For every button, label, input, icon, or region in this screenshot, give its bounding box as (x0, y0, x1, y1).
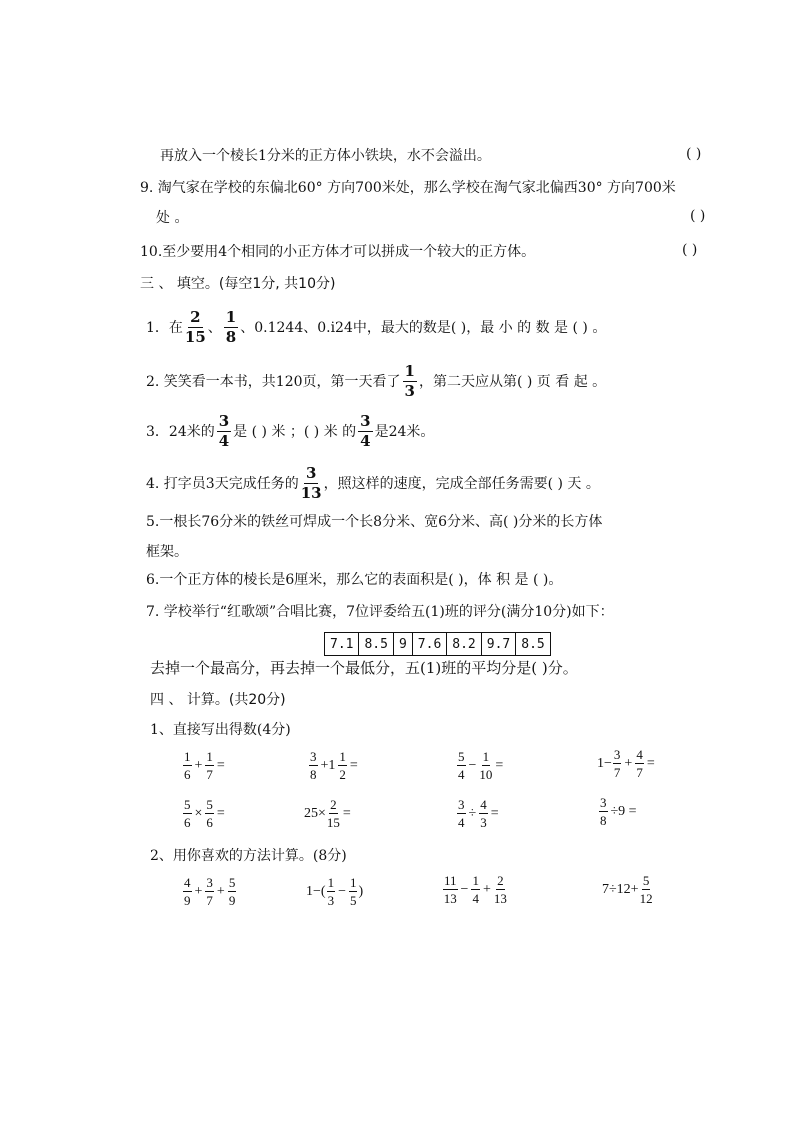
equals: = (495, 757, 504, 773)
fraction-1-8: $\frac{1}{8}$ (225, 308, 237, 346)
fraction: $\frac{1}{5}$ (349, 875, 357, 908)
section4-sub2: 2、用你喜欢的方法计算。(8分) (150, 848, 347, 864)
fill-q5-line2: 框架。 (146, 544, 188, 560)
fraction-3-4: $\frac{3}{4}$ (218, 412, 230, 450)
fraction: $\frac{1}{6}$ (184, 749, 191, 782)
section4-heading: 四 、 计算。(共20分) (150, 692, 286, 708)
equals: = (216, 757, 225, 773)
fill-q5-line1: 5.一根长76分米的铁丝可焊成一个长8分米、宽6分米、高( )分米的长方体 (146, 514, 603, 530)
q9-line2: 处 。 (156, 210, 189, 226)
fill-q1 (146, 310, 606, 345)
fill-q3 (146, 414, 434, 449)
equals: = (216, 805, 225, 821)
tail: ) (358, 883, 364, 899)
equals: = (646, 755, 655, 771)
section3-heading: 三 、 填空。(每空1分, 共10分) (140, 276, 336, 292)
fraction-2-15: $\frac{2}{15}$ (184, 308, 206, 346)
operator: − (460, 881, 469, 897)
fraction: $\frac{5}{9}$ (228, 875, 236, 908)
q1-sep: 、 (207, 319, 222, 336)
fraction: $\frac{3}{8}$ (310, 749, 317, 782)
q10: 10.至少要用4个相同的小正方体才可以拼成一个较大的正方体。 (140, 244, 536, 260)
q2-prefix: 2. 笑笑看一本书，共120页，第一天看了 (146, 373, 401, 390)
equals: = (349, 757, 358, 773)
lead: 25× (304, 805, 326, 821)
fraction: $\frac{5}{4}$ (458, 749, 465, 782)
fill-q4 (146, 466, 600, 501)
score-cell: 9 (393, 633, 412, 656)
q1-prefix: 1．在 (146, 319, 183, 336)
q9-line1: 9. 淘气家在学校的东偏北60° 方向700米处，那么学校在淘气家北偏西30° 方向700米 (140, 180, 676, 196)
operator: − (338, 883, 346, 899)
fill-q7-line1: 7. 学校举行“红歌颂”合唱比赛，7位评委给五(1)班的评分(满分10分)如下： (146, 604, 614, 620)
q2-rest: ，第二天应从第( ) 页 看 起 。 (418, 373, 607, 390)
score-cell: 8.5 (359, 633, 393, 656)
equals: = (342, 805, 351, 821)
fraction: $\frac{5}{6}$ (206, 797, 213, 830)
fraction-3-4-b: $\frac{3}{4}$ (360, 412, 371, 450)
score-cell: 7.1 (325, 633, 359, 656)
fraction: $\frac{1}{10}$ (479, 749, 493, 782)
q8-continuation: 再放入一个棱长1分米的正方体小铁块，水不会溢出。 (160, 148, 491, 164)
fraction: $\frac{3}{8}$ (600, 795, 607, 828)
fraction: $\frac{2}{13}$ (493, 873, 507, 906)
q3-rest: 是24米。 (374, 423, 435, 440)
operator: + (194, 883, 203, 899)
answer-paren-q10[interactable]: ( ) (682, 242, 698, 258)
score-table (324, 632, 551, 656)
score-cell: 8.2 (447, 633, 481, 656)
answer-paren-q8[interactable]: ( ) (686, 146, 702, 162)
fraction: $\frac{3}{4}$ (458, 797, 465, 830)
fill-q7-line2: 去掉一个最高分，再去掉一个最低分，五(1)班的平均分是( )分。 (150, 659, 578, 677)
calc-3-4 (602, 874, 654, 905)
calc-1-2 (308, 750, 360, 781)
q3-prefix: 3．24米的 (146, 423, 215, 440)
calc-1-3 (456, 750, 505, 781)
score-cell: 9.7 (481, 633, 515, 656)
fraction: $\frac{3}{7}$ (206, 875, 213, 908)
q3-mid: 是 ( ) 米 ；( ) 米 的 (233, 423, 357, 440)
fraction: $\frac{5}{6}$ (184, 797, 191, 830)
calc-3-3 (442, 874, 508, 905)
fill-q6: 6.一个正方体的棱长是6厘米，那么它的表面积是( )，体 积 是 ( )。 (146, 572, 563, 588)
lead: 7÷12+ (602, 881, 639, 897)
fraction-3-13: $\frac{3}{13}$ (300, 464, 322, 502)
fraction: $\frac{1}{3}$ (327, 875, 335, 908)
answer-paren-q9[interactable]: ( ) (690, 208, 706, 224)
fraction-1-3: $\frac{1}{3}$ (404, 362, 415, 400)
lead: 1−( (306, 883, 326, 899)
section4-sub1: 1、直接写出得数(4分) (150, 722, 291, 738)
fill-q2 (146, 364, 606, 399)
operator: + (482, 881, 491, 897)
operator: × (194, 805, 203, 821)
fraction: $\frac{1}{2}$ (339, 749, 346, 782)
equals: = (490, 805, 499, 821)
calc-1-1 (182, 750, 227, 781)
calc-2-3 (456, 798, 501, 829)
calc-2-4 (598, 796, 639, 827)
operator: + (624, 755, 633, 771)
score-row (325, 633, 551, 656)
fraction: $\frac{11}{13}$ (443, 873, 457, 906)
operator: ÷ (468, 805, 477, 821)
score-cell: 8.5 (516, 633, 550, 656)
fraction: $\frac{2}{15}$ (326, 797, 340, 830)
q4-rest: ，照这样的速度，完成全部任务需要( ) 天 。 (323, 475, 600, 492)
fraction: $\frac{3}{7}$ (613, 747, 621, 780)
calc-2-2 (304, 798, 353, 829)
calc-3-1 (182, 876, 237, 907)
score-cell: 7.6 (412, 633, 446, 656)
operator: ÷9 = (610, 803, 637, 819)
calc-1-4 (597, 748, 657, 779)
operator: + (216, 883, 225, 899)
fraction: $\frac{1}{7}$ (206, 749, 213, 782)
calc-3-2 (306, 876, 363, 907)
fraction: $\frac{4}{9}$ (184, 875, 191, 908)
fraction: $\frac{4}{7}$ (636, 747, 643, 780)
fraction: $\frac{5}{12}$ (639, 873, 653, 906)
calc-2-1 (182, 798, 227, 829)
fraction: $\frac{4}{3}$ (480, 797, 487, 830)
lead: 1− (597, 755, 612, 771)
q4-prefix: 4. 打字员3天完成任务的 (146, 475, 299, 492)
operator: − (468, 757, 477, 773)
operator: + (194, 757, 203, 773)
fraction: $\frac{1}{4}$ (472, 873, 479, 906)
q1-rest: 、0.1244、0.i24中，最大的数是( )，最 小 的 数 是 ( ) 。 (240, 319, 607, 336)
operator: +1 (320, 757, 336, 773)
